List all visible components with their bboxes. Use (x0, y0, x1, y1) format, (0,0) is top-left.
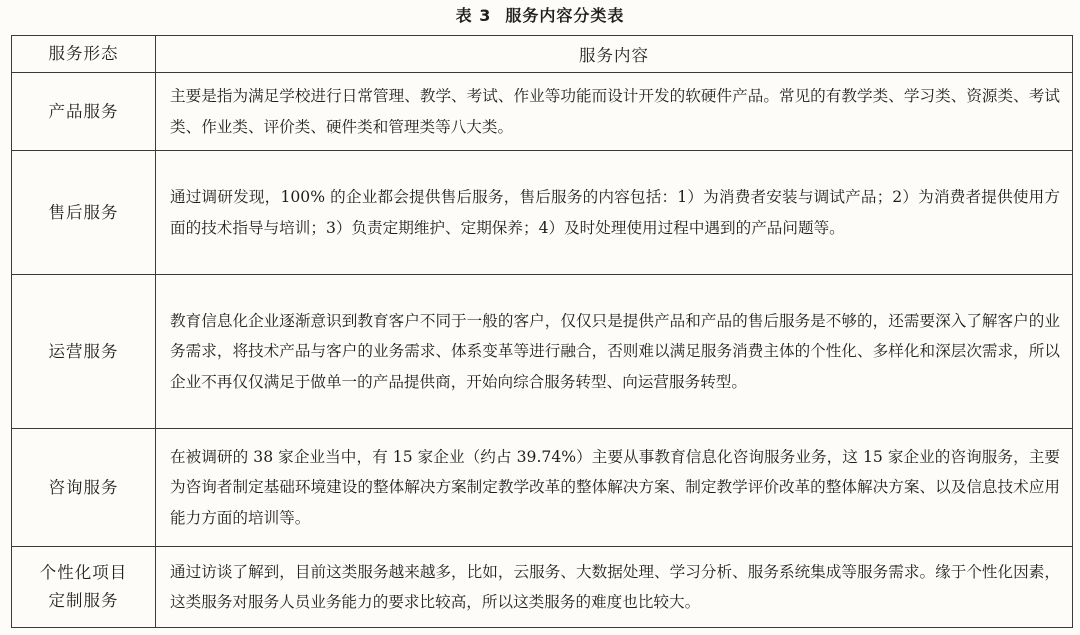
service-type-line-2: 定制服务 (48, 591, 119, 610)
table-row (12, 429, 1073, 547)
service-type-line-1: 个性化项目 (39, 563, 128, 582)
service-content-cell: 在被调研的 38 家企业当中，有 15 家企业（约占 39.74%）主要从事教育信息化咨询服务业务，这 15 家企业的咨询服务，主要为咨询者制定基础环境建设的整体解决方案制定教学改革的整体解决方案、制定教学评价改革的整体解决方案、以及信息技术应用能力方面的培训等。 (156, 429, 1073, 547)
service-content-cell: 主要是指为满足学校进行日常管理、教学、考试、作业等功能而设计开发的软硬件产品。常见的有教学类、学习类、资源类、考试类、作业类、评价类、硬件类和管理类等八大类。 (156, 73, 1073, 151)
service-type-cell: 运营服务 (12, 275, 156, 429)
table-caption (0, 4, 1080, 28)
table-row (12, 151, 1073, 275)
service-type-cell: 产品服务 (12, 73, 156, 151)
service-type-cell: 咨询服务 (12, 429, 156, 547)
table-header-row (12, 36, 1073, 73)
service-content-cell: 通过访谈了解到，目前这类服务越来越多，比如，云服务、大数据处理、学习分析、服务系统集成等服务需求。缘于个性化因素，这类服务对服务人员业务能力的要求比较高，所以这类服务的难度也比较大。 (156, 547, 1073, 628)
table-number: 表 3 (455, 6, 492, 25)
service-type-cell: 售后服务 (12, 151, 156, 275)
table-row (12, 73, 1073, 151)
service-type-cell (12, 547, 156, 628)
service-content-table (11, 35, 1073, 628)
service-content-cell: 通过调研发现，100% 的企业都会提供售后服务，售后服务的内容包括：1）为消费者安装与调试产品；2）为消费者提供使用方面的技术指导与培训；3）负责定期维护、定期保养；4）及时处理使用过程中遇到的产品问题等。 (156, 151, 1073, 275)
table-title: 服务内容分类表 (505, 6, 625, 25)
service-content-cell: 教育信息化企业逐渐意识到教育客户不同于一般的客户，仅仅只是提供产品和产品的售后服务是不够的，还需要深入了解客户的业务需求，将技术产品与客户的业务需求、体系变革等进行融合，否则难以满足服务消费主体的个性化、多样化和深层次需求，所以企业不再仅仅满足于做单一的产品提供商，开始向综合服务转型、向运营服务转型。 (156, 275, 1073, 429)
table-row (12, 547, 1073, 628)
header-service-content: 服务内容 (156, 36, 1073, 73)
table-row (12, 275, 1073, 429)
header-service-form: 服务形态 (12, 36, 156, 73)
